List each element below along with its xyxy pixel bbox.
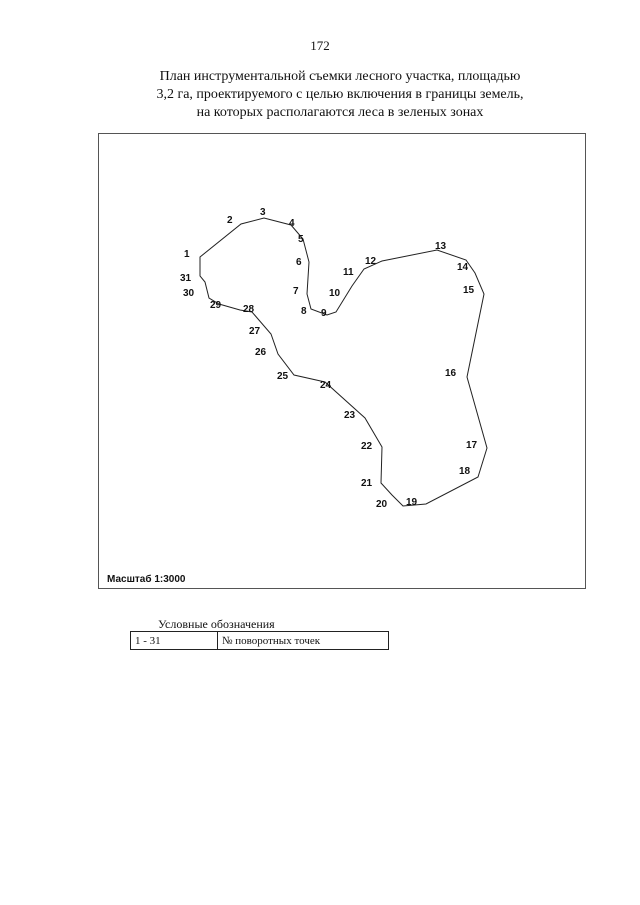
point-label-2: 2 [227, 215, 233, 226]
point-label-14: 14 [457, 262, 469, 273]
title-line-3: на которых располагаются леса в зеленых зонах [196, 105, 484, 120]
point-label-27: 27 [249, 326, 261, 337]
point-label-6: 6 [296, 257, 302, 268]
point-label-8: 8 [301, 306, 307, 317]
point-label-21: 21 [361, 478, 373, 489]
survey-plot [99, 134, 587, 590]
point-label-15: 15 [463, 285, 475, 296]
point-label-11: 11 [343, 267, 354, 278]
point-label-26: 26 [255, 347, 267, 358]
legend-description: № поворотных точек [218, 632, 389, 650]
point-label-25: 25 [277, 371, 289, 382]
point-label-19: 19 [406, 497, 418, 508]
survey-map [98, 133, 586, 589]
plot-boundary [200, 218, 487, 506]
point-label-23: 23 [344, 410, 356, 421]
point-label-17: 17 [466, 440, 478, 451]
page-number: 172 [310, 38, 330, 53]
point-label-29: 29 [210, 300, 222, 311]
point-label-18: 18 [459, 466, 471, 477]
point-label-13: 13 [435, 241, 447, 252]
page-title [60, 68, 620, 122]
point-label-1: 1 [184, 249, 190, 260]
point-label-22: 22 [361, 441, 373, 452]
point-label-7: 7 [293, 286, 299, 297]
point-label-3: 3 [260, 207, 266, 218]
legend-title: Условные обозначения [158, 617, 275, 631]
point-label-30: 30 [183, 288, 195, 299]
point-label-20: 20 [376, 499, 388, 510]
legend-row [131, 632, 389, 650]
point-label-24: 24 [320, 380, 332, 391]
point-label-16: 16 [445, 368, 457, 379]
legend-table [130, 631, 389, 650]
point-label-9: 9 [321, 308, 327, 319]
title-line-1: План инструментальной съемки лесного участка, площадью [159, 69, 521, 84]
point-label-10: 10 [329, 288, 341, 299]
point-label-31: 31 [180, 273, 192, 284]
scale-label: Масштаб 1:3000 [107, 574, 186, 585]
point-label-5: 5 [298, 234, 304, 245]
point-label-12: 12 [365, 256, 377, 267]
point-label-4: 4 [289, 218, 295, 229]
point-labels [180, 207, 478, 510]
legend-key: 1 - 31 [131, 632, 218, 650]
title-line-2: 3,2 га, проектируемого с целью включения в границы земель, [156, 87, 524, 102]
point-label-28: 28 [243, 304, 255, 315]
